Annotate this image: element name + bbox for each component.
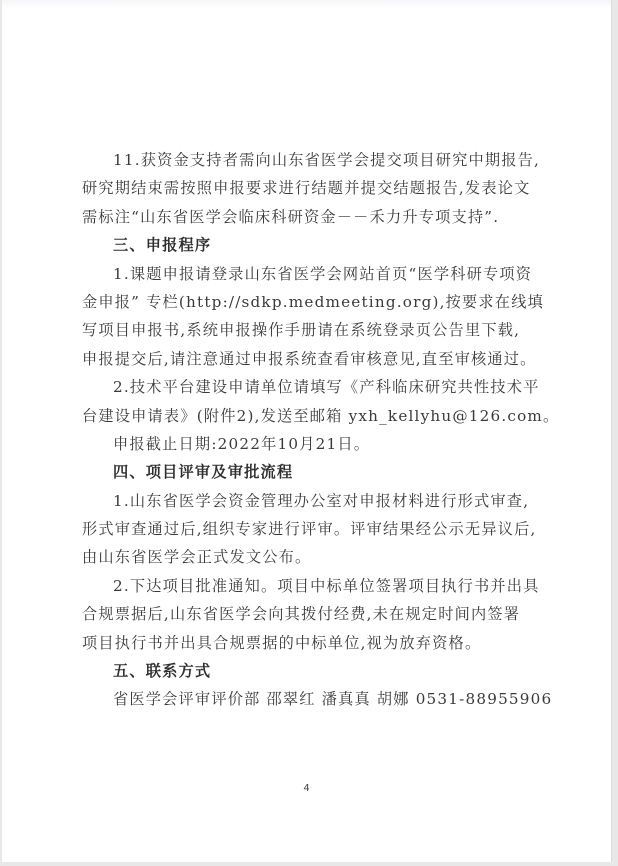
contact-line: 省医学会评审评价部 邵翠红 潘真真 胡娜 0531-88955906: [113, 690, 553, 709]
section-heading-contact: 五、联系方式: [113, 662, 212, 681]
paragraph-line-with-url: 金申报” 专栏(http://sdkp.medmeeting.org),按要求在线填: [82, 292, 544, 311]
paragraph-line: 申报提交后,请注意通过申报系统查看审核意见,直至审核通过。: [82, 349, 537, 368]
paragraph-line: 1.山东省医学会资金管理办公室对申报材料进行形式审查,: [113, 491, 530, 510]
document-page: [2, 0, 612, 862]
page-number: 4: [303, 783, 310, 794]
paragraph-line: 2.技术平台建设申请单位请填写《产科临床研究共性技术平: [113, 378, 540, 397]
deadline-line: 申报截止日期:2022年10月21日。: [113, 434, 371, 453]
paragraph-line: 需标注“山东省医学会临床科研资金－－禾力升专项支持”.: [82, 207, 500, 226]
previous-page-bleed: [2, 0, 611, 8]
section-heading-review-process: 四、项目评审及审批流程: [113, 463, 294, 482]
paragraph-line: 写项目申报书,系统申报操作手册请在系统登录页公告里下载,: [82, 321, 521, 340]
document-body: [82, 146, 560, 714]
section-heading-application-procedure: 三、申报程序: [113, 236, 212, 255]
paragraph-line: 11.获资金支持者需向山东省医学会提交项目研究中期报告,: [113, 151, 541, 169]
paragraph-line: 形式审查通过后,组织专家进行评审。评审结果经公示无异议后,: [82, 520, 537, 539]
paragraph-line: 项目执行书并出具合规票据的中标单位,视为放弃资格。: [82, 633, 482, 652]
paragraph-line: 2.下达项目批准通知。项目中标单位签署项目执行书并出具: [113, 576, 540, 595]
paragraph-line: 由山东省医学会正式发文公布。: [82, 548, 312, 567]
paragraph-line-with-email: 台建设申请表》(附件2),发送至邮箱 yxh_kellyhu@126.com。: [82, 406, 560, 425]
paragraph-line: 1.课题申报请登录山东省医学会网站首页“医学科研专项资: [113, 264, 533, 283]
paragraph-line: 合规票据后,山东省医学会向其拨付经费,未在规定时间内签署: [82, 605, 521, 624]
paragraph-line: 研究期结束需按照申报要求进行结题并提交结题报告,发表论文: [82, 179, 531, 198]
